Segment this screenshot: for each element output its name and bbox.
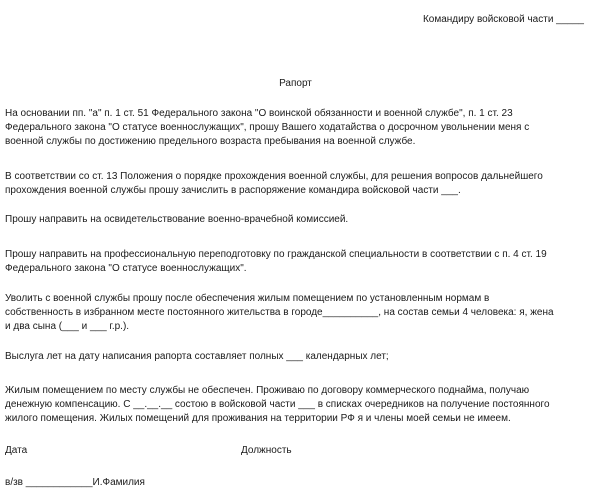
text-line: денежную компенсацию. С __.__.__ состою в войсковой части ___ в списках очередников на получение постоянного bbox=[5, 399, 550, 410]
text-line: Выслуга лет на дату написания рапорта составляет полных ___ календарных лет; bbox=[5, 351, 389, 362]
paragraph-housing-status bbox=[5, 384, 585, 426]
text-line: военной службы по достижению предельного возраста пребывания на военной службе. bbox=[5, 136, 416, 147]
addressee: Командиру войсковой части _____ bbox=[422, 14, 584, 25]
text-line: и два сына (___ и ___ г.р.). bbox=[5, 321, 130, 332]
paragraph-medical-commission bbox=[5, 213, 585, 227]
paragraph-housing-discharge bbox=[5, 292, 585, 334]
paragraph-retraining bbox=[5, 248, 585, 276]
position-label: Должность bbox=[241, 445, 292, 456]
text-line: Жилым помещением по месту службы не обеспечен. Проживаю по договору коммерческого поднайма, получаю bbox=[5, 385, 530, 396]
signature-line: в/зв ____________И.Фамилия bbox=[5, 477, 145, 488]
text-line: прохождения военной службы прошу зачислить в распоряжение командира войсковой части ___. bbox=[5, 185, 461, 196]
paragraph-service-length bbox=[5, 350, 585, 364]
text-line: На основании пп. "а" п. 1 ст. 51 Федерального закона "О воинской обязанности и военной службе", п. 1 ст. 23 bbox=[5, 108, 513, 119]
text-line: собственность в избранном месте постоянного жительства в городе__________, на состав семьи 4 человека: я, жена bbox=[5, 307, 554, 318]
paragraph-enrollment bbox=[5, 170, 585, 198]
text-line: Прошу направить на профессиональную переподготовку по гражданской специальности в соответствии с п. 4 ст. 19 bbox=[5, 249, 547, 260]
text-line: Федерального закона "О статусе военнослужащих". bbox=[5, 263, 247, 274]
date-position-row bbox=[5, 444, 585, 458]
text-line: В соответствии со ст. 13 Положения о порядке прохождения военной службы, для решения вопросов дальнейшего bbox=[5, 171, 543, 182]
text-line: Прошу направить на освидетельствование военно-врачебной комиссией. bbox=[5, 214, 349, 225]
document-title: Рапорт bbox=[279, 78, 312, 89]
date-label: Дата bbox=[5, 445, 28, 456]
text-line: Уволить с военной службы прошу после обеспечения жилым помещением по установленным нормам в bbox=[5, 293, 490, 304]
signature-row bbox=[5, 476, 585, 490]
text-line: жилого помещения. Жилых помещений для проживания на территории РФ я и члены моей семьи не имеем. bbox=[5, 413, 511, 424]
text-line: Федерального закона "О статусе военнослужащих", прошу Вашего ходатайства о досрочном увольнении меня с bbox=[5, 122, 530, 133]
paragraph-legal-basis bbox=[5, 107, 585, 149]
